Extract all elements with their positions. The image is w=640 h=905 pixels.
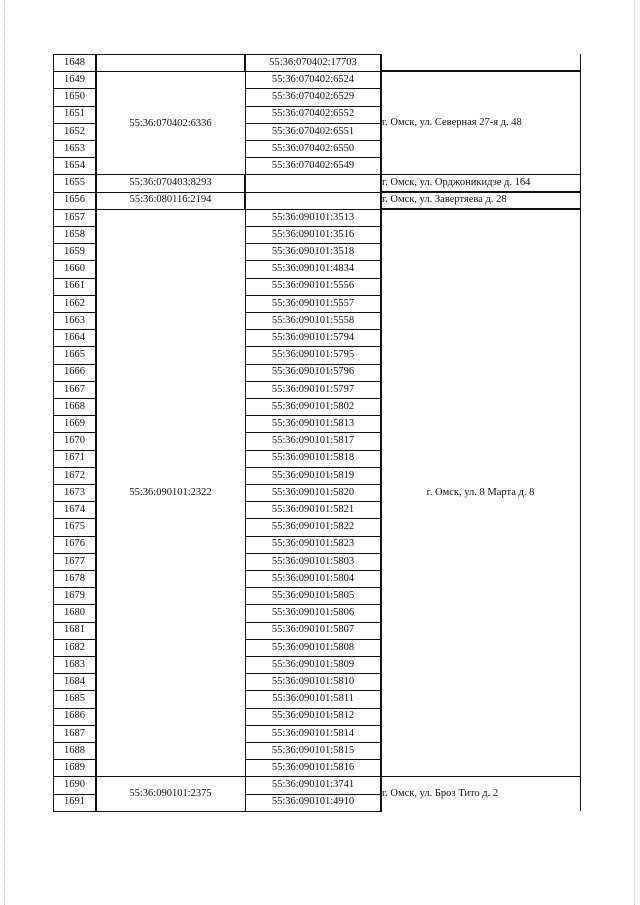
row-number: 1653 (53, 140, 96, 158)
room-cadastral-cell: 55:36:090101:5808 (245, 639, 381, 657)
column-rule (381, 54, 382, 812)
room-cadastral-cell: 55:36:090101:5557 (245, 295, 381, 313)
row-number: 1686 (53, 708, 96, 726)
room-cadastral-cell: 55:36:090101:5558 (245, 312, 381, 330)
row-number: 1682 (53, 639, 96, 657)
room-cadastral-cell: 55:36:090101:3518 (245, 243, 381, 261)
room-cadastral-cell: 55:36:090101:5807 (245, 622, 381, 640)
room-cadastral-cell: 55:36:090101:5797 (245, 381, 381, 399)
row-number: 1690 (53, 776, 96, 794)
room-cadastral-cell: 55:36:090101:4910 (245, 794, 381, 812)
room-cadastral-cell (245, 174, 381, 192)
table-bottom-rule (96, 811, 245, 812)
row-number: 1689 (53, 759, 96, 777)
building-cadastral-cell: 55:36:070402:6336 (96, 71, 245, 175)
row-number: 1651 (53, 106, 96, 124)
scan-edge-left (4, 0, 5, 905)
room-cadastral-cell: 55:36:090101:5817 (245, 432, 381, 450)
room-cadastral-cell: 55:36:090101:5821 (245, 501, 381, 519)
room-cadastral-cell: 55:36:090101:5822 (245, 518, 381, 536)
row-number: 1662 (53, 295, 96, 313)
room-cadastral-cell: 55:36:090101:5796 (245, 364, 381, 382)
row-number: 1675 (53, 518, 96, 536)
row-number: 1679 (53, 587, 96, 605)
row-number: 1657 (53, 209, 96, 227)
room-cadastral-cell (245, 192, 381, 210)
room-cadastral-cell: 55:36:090101:5816 (245, 759, 381, 777)
row-number: 1650 (53, 88, 96, 106)
row-number: 1659 (53, 243, 96, 261)
room-cadastral-cell: 55:36:090101:5795 (245, 346, 381, 364)
room-cadastral-cell: 55:36:070402:6550 (245, 140, 381, 158)
row-number: 1660 (53, 260, 96, 278)
room-cadastral-cell: 55:36:090101:5556 (245, 278, 381, 296)
row-number: 1691 (53, 794, 96, 812)
building-cadastral-cell: 55:36:090101:2375 (96, 776, 245, 811)
row-number: 1670 (53, 432, 96, 450)
row-number: 1654 (53, 157, 96, 175)
room-cadastral-cell: 55:36:090101:3513 (245, 209, 381, 227)
row-number: 1648 (53, 54, 96, 72)
row-number: 1663 (53, 312, 96, 330)
room-cadastral-cell: 55:36:070402:6529 (245, 88, 381, 106)
building-cadastral-cell: 55:36:090101:2322 (96, 209, 245, 778)
building-cadastral-cell: 55:36:080116:2194 (96, 192, 245, 210)
row-number: 1649 (53, 71, 96, 89)
row-number: 1665 (53, 346, 96, 364)
row-number: 1661 (53, 278, 96, 296)
row-number: 1658 (53, 226, 96, 244)
row-number: 1676 (53, 536, 96, 554)
room-cadastral-cell: 55:36:070402:17703 (245, 54, 381, 72)
address-cell: г. Омск, ул. Северная 27-я д. 48 (381, 71, 581, 174)
scan-edge-right (634, 0, 635, 905)
row-number: 1680 (53, 604, 96, 622)
room-cadastral-cell: 55:36:090101:5810 (245, 673, 381, 691)
room-cadastral-cell: 55:36:090101:5809 (245, 656, 381, 674)
room-cadastral-cell: 55:36:090101:5818 (245, 450, 381, 468)
row-number: 1687 (53, 725, 96, 743)
room-cadastral-cell: 55:36:090101:5819 (245, 467, 381, 485)
row-number: 1668 (53, 398, 96, 416)
room-cadastral-cell: 55:36:090101:5814 (245, 725, 381, 743)
address-cell: г. Омск, ул. Броз Тито д. 2 (381, 776, 581, 810)
row-number: 1673 (53, 484, 96, 502)
room-cadastral-cell: 55:36:090101:4834 (245, 260, 381, 278)
room-cadastral-cell: 55:36:090101:5794 (245, 329, 381, 347)
address-cell: г. Омск, ул. Завертяева д. 28 (381, 192, 581, 209)
room-cadastral-cell: 55:36:090101:5805 (245, 587, 381, 605)
row-number: 1672 (53, 467, 96, 485)
row-number: 1666 (53, 364, 96, 382)
row-number: 1656 (53, 192, 96, 210)
room-cadastral-cell: 55:36:070402:6524 (245, 71, 381, 89)
row-number: 1667 (53, 381, 96, 399)
room-cadastral-cell: 55:36:090101:5823 (245, 536, 381, 554)
row-number: 1674 (53, 501, 96, 519)
room-cadastral-cell: 55:36:090101:5811 (245, 690, 381, 708)
address-cell: г. Омск, ул. Орджоникидзе д. 164 (381, 174, 581, 191)
room-cadastral-cell: 55:36:090101:5802 (245, 398, 381, 416)
column-rule (245, 54, 246, 812)
row-number: 1664 (53, 329, 96, 347)
row-number: 1669 (53, 415, 96, 433)
row-number: 1655 (53, 174, 96, 192)
row-number: 1677 (53, 553, 96, 571)
address-cell: г. Омск, ул. 8 Марта д. 8 (381, 209, 581, 777)
row-number: 1684 (53, 673, 96, 691)
address-cell (381, 54, 581, 71)
room-cadastral-cell: 55:36:070402:6552 (245, 106, 381, 124)
column-rule (96, 54, 97, 812)
room-cadastral-cell: 55:36:090101:5815 (245, 742, 381, 760)
row-number: 1683 (53, 656, 96, 674)
room-cadastral-cell: 55:36:090101:5804 (245, 570, 381, 588)
row-number: 1681 (53, 622, 96, 640)
row-number: 1688 (53, 742, 96, 760)
room-cadastral-cell: 55:36:090101:5812 (245, 708, 381, 726)
building-cadastral-cell (96, 54, 245, 72)
room-cadastral-cell: 55:36:090101:3741 (245, 776, 381, 794)
row-number: 1671 (53, 450, 96, 468)
row-number: 1678 (53, 570, 96, 588)
room-cadastral-cell: 55:36:090101:5820 (245, 484, 381, 502)
row-number: 1685 (53, 690, 96, 708)
room-cadastral-cell: 55:36:070402:6549 (245, 157, 381, 175)
room-cadastral-cell: 55:36:090101:5813 (245, 415, 381, 433)
room-cadastral-cell: 55:36:090101:3516 (245, 226, 381, 244)
room-cadastral-cell: 55:36:070402:6551 (245, 123, 381, 141)
building-cadastral-cell: 55:36:070403:8293 (96, 174, 245, 192)
row-number: 1652 (53, 123, 96, 141)
room-cadastral-cell: 55:36:090101:5806 (245, 604, 381, 622)
room-cadastral-cell: 55:36:090101:5803 (245, 553, 381, 571)
